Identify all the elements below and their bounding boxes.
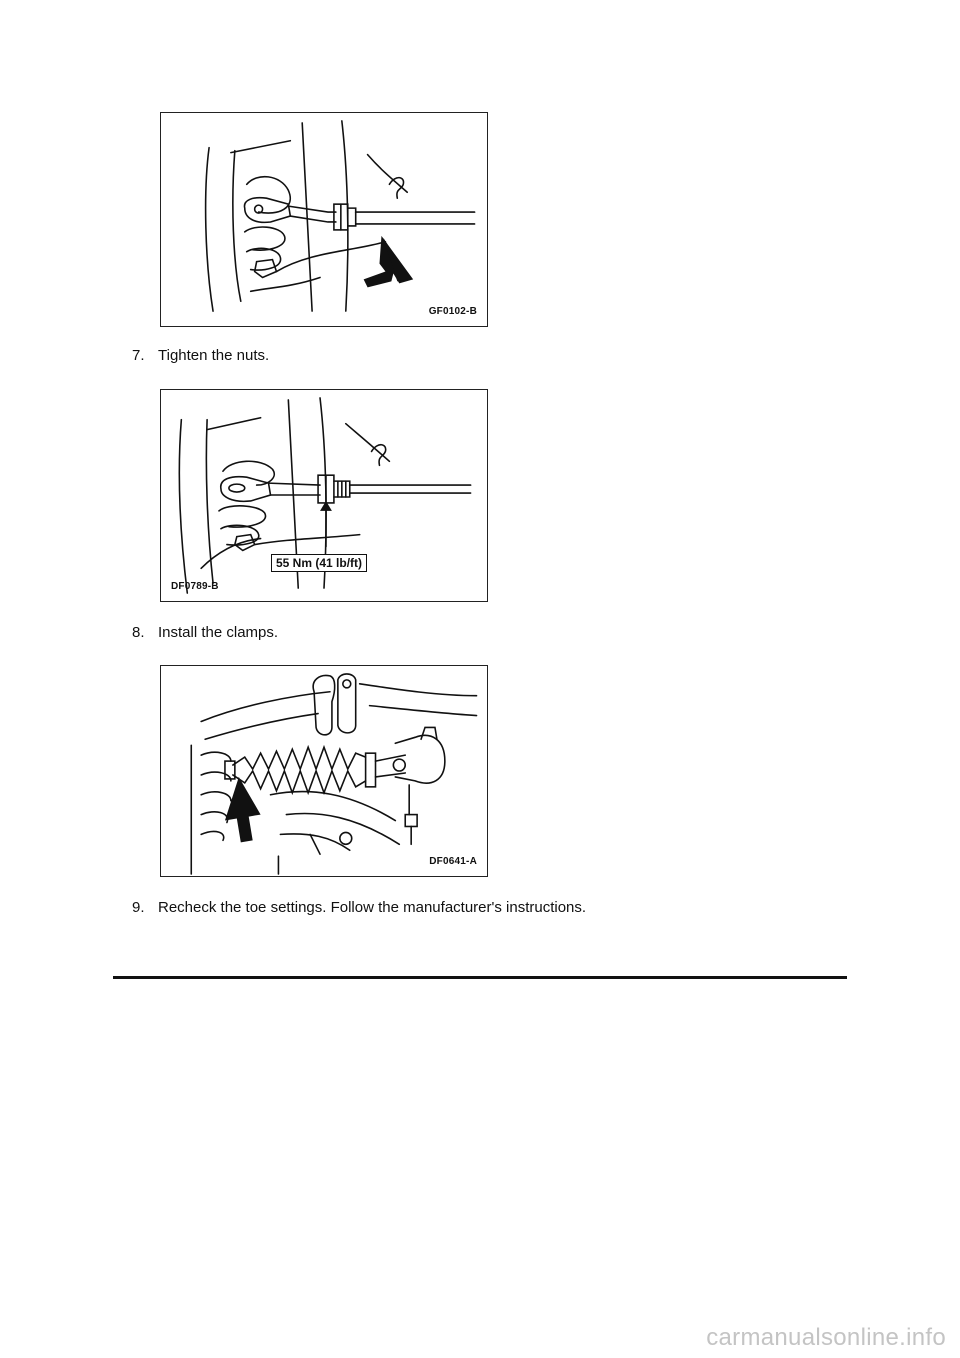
figure-code: GF0102-B <box>428 306 477 317</box>
step-8 <box>132 624 278 642</box>
arrow-icon <box>225 777 261 842</box>
step-9 <box>132 899 586 917</box>
step-text: Tighten the nuts. <box>158 347 270 364</box>
step-number: 8. <box>132 624 145 641</box>
figure-torque-nut <box>160 389 488 602</box>
figure-boot-clamps <box>160 665 488 877</box>
arrow-icon <box>364 236 414 288</box>
section-divider <box>113 976 847 979</box>
step-7 <box>132 347 269 365</box>
step-number: 9. <box>132 899 145 916</box>
step-text: Recheck the toe settings. Follow the manufacturer's instructions. <box>158 899 587 916</box>
figure-code: DF0641-A <box>429 856 477 867</box>
torque-callout: 55 Nm (41 lb/ft) <box>271 554 367 572</box>
step-text: Install the clamps. <box>158 624 279 641</box>
watermark: carmanualsonline.info <box>706 1324 946 1351</box>
figure-code: DF0789-B <box>171 581 219 592</box>
step-number: 7. <box>132 347 145 364</box>
tie-rod-end-illustration <box>161 113 487 326</box>
steering-boot-illustration <box>161 666 487 876</box>
figure-tie-rod-nut <box>160 112 488 327</box>
